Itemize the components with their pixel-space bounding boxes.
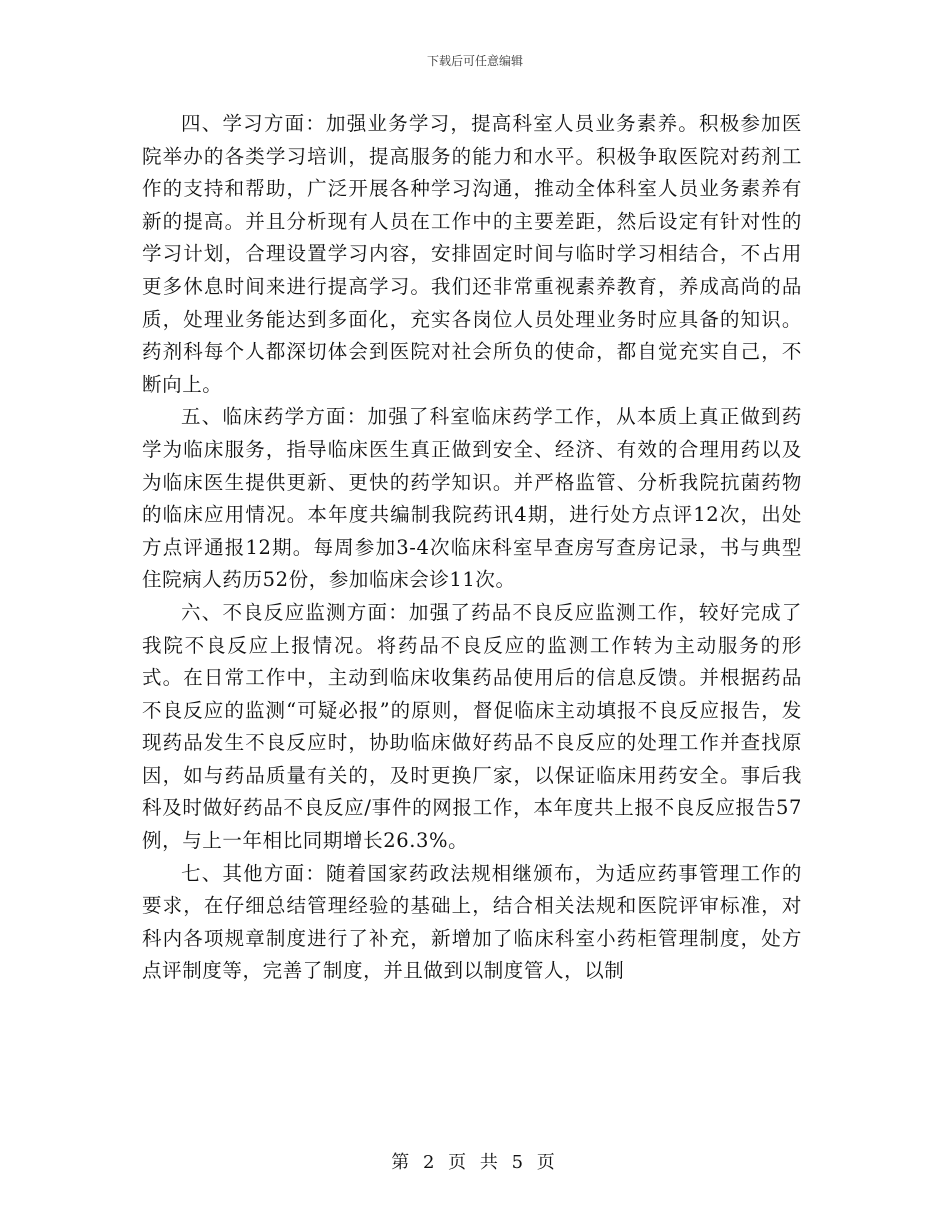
page-number-footer: 第 2 页 共 5 页: [391, 1152, 559, 1173]
paragraph-clinical-pharmacy: 五、临床药学方面：加强了科室临床药学工作，从本质上真正做到药学为临床服务，指导临床医生真正做到安全、经济、有效的合理用药以及为临床医生提供更新、更快的药学知识。并严格监管、分析我院抗菌药物的临床应用情况。本年度共编制我院药讯4期，进行处方点评12次，出处方点评通报12期。每周参加3-4次临床科室早查房写查房记录，书与典型住院病人药历52份，参加临床会诊11次。: [142, 405, 802, 592]
paragraph-study: 四、学习方面：加强业务学习，提高科室人员业务素养。积极参加医院举办的各类学习培训，提高服务的能力和水平。积极争取医院对药剂工作的支持和帮助，广泛开展各种学习沟通，推动全体科室人员业务素养有新的提高。并且分析现有人员在工作中的主要差距，然后设定有针对性的学习计划，合理设置学习内容，安排固定时间与临时学习相结合，不占用更多休息时间来进行提高学习。我们还非常重视素养教育，养成高尚的品质，处理业务能达到多面化，充实各岗位人员处理业务时应具备的知识。药剂科每个人都深切体会到医院对社会所负的使命，都自觉充实自己，不断向上。: [142, 112, 802, 396]
page-header: 下载后可任意编辑: [426, 54, 523, 68]
paragraph-adverse-reaction: 六、不良反应监测方面：加强了药品不良反应监测工作，较好完成了我院不良反应上报情况。将药品不良反应的监测工作转为主动服务的形式。在日常工作中，主动到临床收集药品使用后的信息反馈。并根据药品不良反应的监测“可疑必报”的原则，督促临床主动填报不良反应报告，发现药品发生不良反应时，协助临床做好药品不良反应的处理工作并查找原因，如与药品质量有关的，及时更换厂家，以保证临床用药安全。事后我科及时做好药品不良反应/事件的网报工作，本年度共上报不良反应报告57例，与上一年相比同期增长26.3%。: [142, 600, 802, 853]
paragraph-other: 七、其他方面：随着国家药政法规相继颁布，为适应药事管理工作的要求，在仔细总结管理经验的基础上，结合相关法规和医院评审标准，对科内各项规章制度进行了补充，新增加了临床科室小药柜管理制度，处方点评制度等，完善了制度，并且做到以制度管人，以制: [142, 861, 802, 983]
document-body: [142, 108, 802, 988]
